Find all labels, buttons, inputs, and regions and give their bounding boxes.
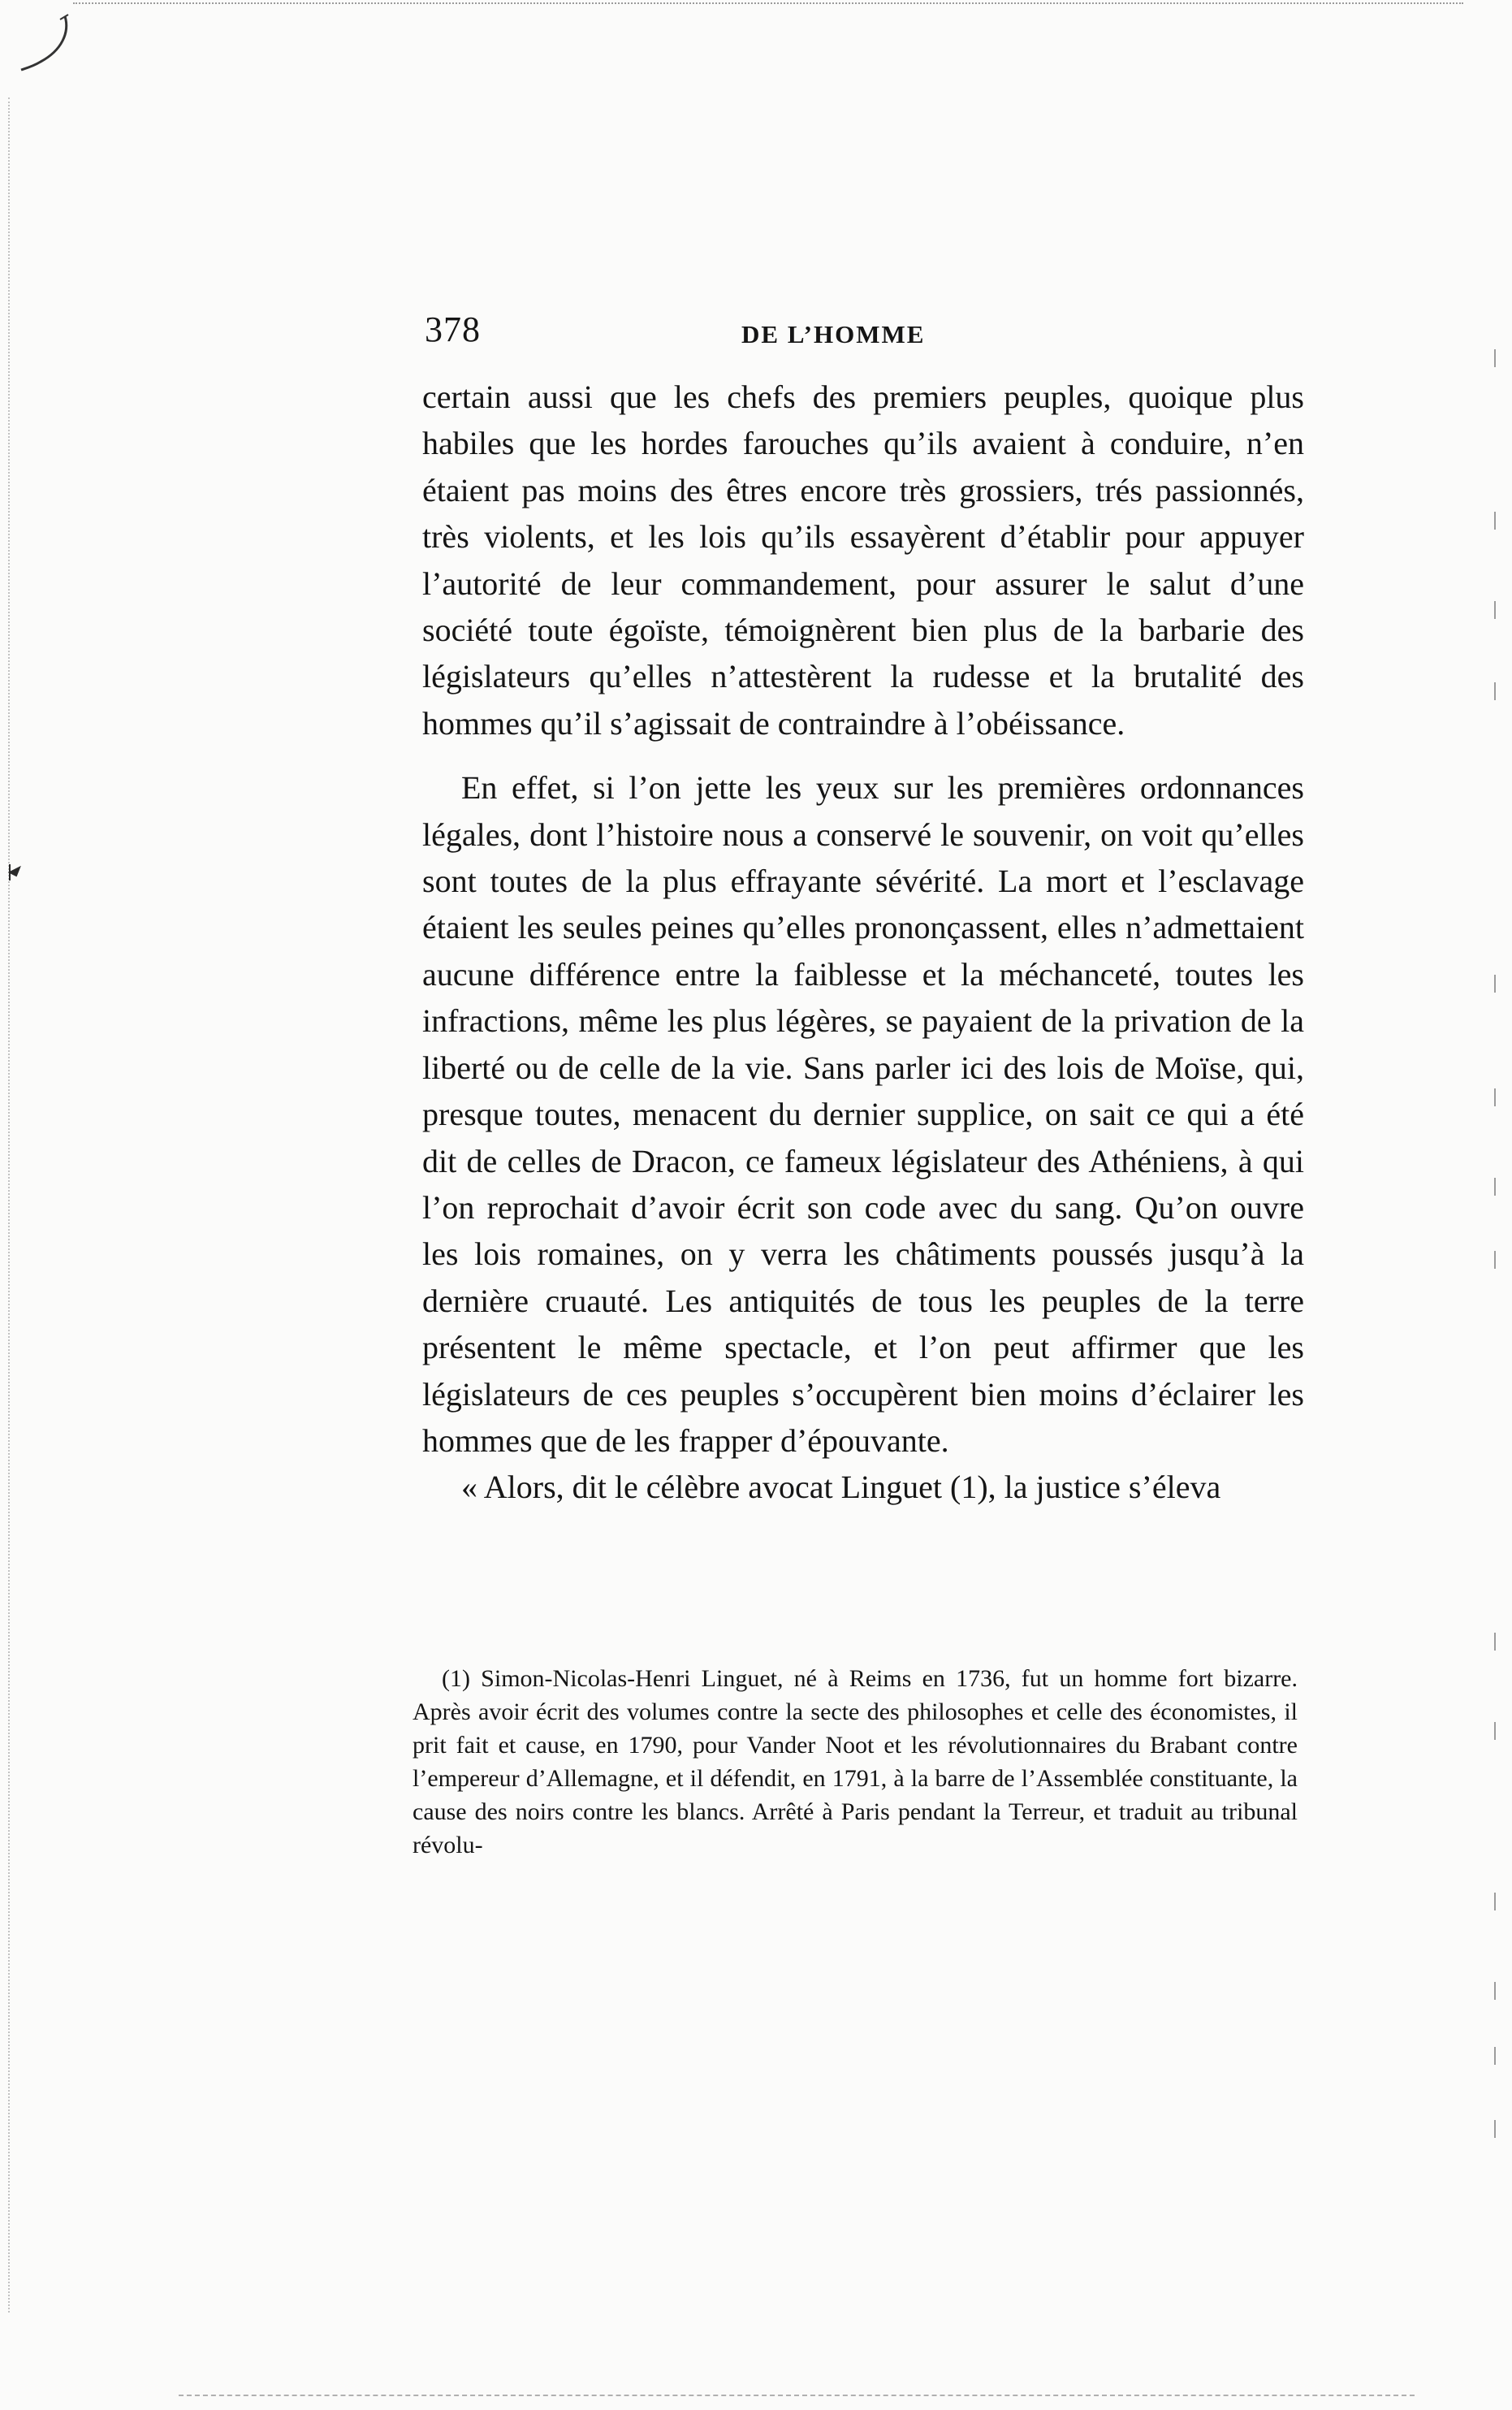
paragraph-3: « Alors, dit le célèbre avocat Linguet (1), la justice s’éleva — [461, 1469, 1221, 1506]
page-header — [425, 309, 1285, 357]
scan-left-edge — [8, 97, 10, 2313]
margin-speck — [6, 863, 24, 884]
footnote: (1) Simon-Nicolas-Henri Linguet, né à Reims en 1736, fut un homme fort bizarre. Après avoir écrit des volumes contre la secte des philosophes et celle des économistes, il prit fait et cause, en 1790, pour Vander Noot et les révolutionnaires du Brabant contre l’empereur d’Allemagne, et il défendit, en 1791, à la barre de l’Assemblée constituante, la cause des noirs contre les blancs. Arrêté à Paris pendant la Terreur, et traduit au tribunal révolu- — [413, 1665, 1298, 1858]
running-title: DE L’HOMME — [741, 320, 926, 348]
scan-top-edge — [73, 2, 1463, 4]
page-number: 378 — [425, 309, 481, 349]
scan-bottom-edge — [179, 2395, 1415, 2396]
paragraph-1: certain aussi que les chefs des premiers peuples, quoique plus habiles que les hordes farouches qu’ils avaient à conduire, n’en étaient pas moins des êtres encore très grossiers, trés passionnés, très violents, et les lois qu’ils essayèrent d’établir pour appuyer l’autorité de leur commandement, pour assurer le salut d’une société toute égoïste, témoignèrent bien plus de la barbarie des législateurs qu’elles n’attestèrent la rudesse et la brutalité des hommes qu’il s’agissait de contraindre à l’obéissance. — [422, 379, 1304, 742]
scan-right-marks — [1494, 341, 1499, 2128]
corner-pen-mark — [11, 10, 76, 75]
paragraph-2: En effet, si l’on jette les yeux sur les premières ordonnances légales, dont l’histoire nous a conservé le souvenir, on voit qu’elles sont toutes de la plus effrayante sévérité. La mort et l’esclavage étaient les seules peines qu’elles prononçassent, elles n’admettaient aucune différence entre la faiblesse et la méchanceté, toutes les infractions, même les plus légères, se payaient de la privation de la liberté ou de celle de la vie. Sans parler ici des lois de Moïse, qui, presque toutes, menacent du dernier supplice, on sait ce qui a été dit de celles de Dracon, ce fameux législateur des Athéniens, à qui l’on reprochait d’avoir écrit son code avec du sang. Qu’on ouvre les lois romaines, on y verra les châtiments poussés jusqu’à la dernière cruauté. Les antiquités de tous les peuples de la terre présentent le même spectacle, et l’on peut affirmer que les législateurs de ces peuples s’occupèrent bien moins d’éclairer les hommes que de les frapper d’épouvante. — [422, 769, 1304, 1459]
body-text — [422, 374, 1304, 1511]
